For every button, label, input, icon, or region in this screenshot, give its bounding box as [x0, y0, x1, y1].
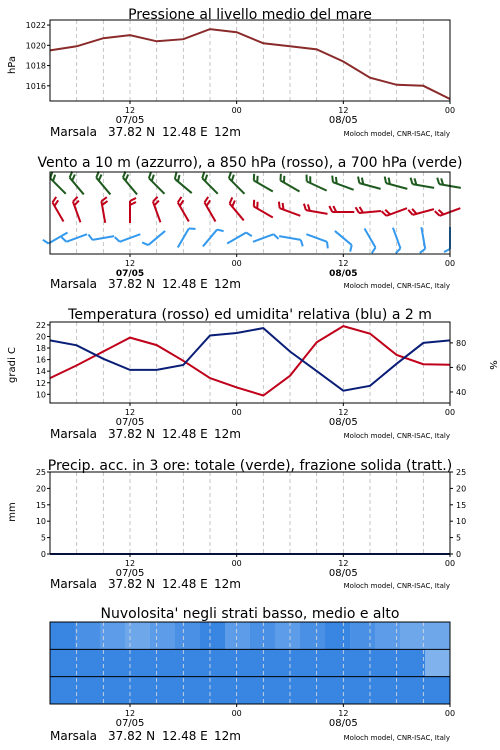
wind-barb-10-m: [331, 231, 354, 252]
clouds-panel: [50, 606, 455, 729]
y-tick-label: 40: [456, 387, 467, 397]
footer-text: Marsala: [50, 427, 97, 441]
cloud-cell: [200, 677, 226, 704]
precip-title: Precip. acc. in 3 ore: totale (verde), frazione solida (tratt.): [47, 458, 453, 474]
wind-barb-850-hPa: [152, 197, 166, 223]
humidity-ylabel: %: [487, 360, 498, 370]
cloud-cell: [50, 622, 76, 649]
wind-barb-850-hPa: [435, 203, 461, 217]
cloud-cell: [125, 649, 151, 676]
wind-barb-10-m: [359, 228, 377, 253]
date-label: 08/05: [328, 568, 358, 579]
x-tick-label: 00: [444, 106, 456, 115]
x-tick-label: 00: [444, 709, 456, 718]
wind-barb-850-hPa: [303, 204, 329, 214]
y-tick-label: 1022: [25, 21, 46, 31]
wind-title: Vento a 10 m (azzurro), a 850 hPa (rosso), a 700 hPa (verde): [37, 155, 463, 171]
footer-text: 12m: [214, 277, 241, 291]
wind-barb-850-hPa: [408, 203, 434, 215]
wind-barb-850-hPa: [176, 197, 194, 222]
panel-footer: [50, 729, 450, 743]
cloud-cell: [50, 677, 76, 704]
cloud-cell: [350, 622, 376, 649]
x-tick-label: 00: [231, 106, 242, 115]
wind-barb-700-hPa: [94, 171, 115, 194]
wind-barb-850-hPa: [101, 197, 111, 223]
cloud-cell: [225, 677, 251, 704]
cloud-cell: [100, 622, 126, 649]
cloud-cell: [250, 622, 276, 649]
footer-model: Moloch model, CNR-ISAC, Italy: [343, 734, 450, 742]
pressure-series-line: [50, 29, 450, 99]
cloud-cell: [425, 677, 451, 704]
x-tick-label: 00: [231, 559, 242, 568]
footer-text: Marsala: [50, 125, 97, 139]
footer-model: Moloch model, CNR-ISAC, Italy: [343, 282, 450, 290]
x-tick-label: 12: [338, 106, 349, 115]
footer-text: Marsala: [50, 277, 97, 291]
date-label: 07/05: [115, 417, 145, 428]
cloud-cell: [350, 649, 376, 676]
cloud-cell: [225, 649, 251, 676]
wind-barb-700-hPa: [383, 177, 409, 189]
pressure-ylabel: hPa: [7, 55, 18, 75]
cloud-cell: [325, 677, 351, 704]
y-tick-label: 20: [456, 484, 467, 494]
wind-barb-10-m: [142, 226, 165, 247]
footer-text: Marsala: [50, 577, 97, 591]
wind-barb-10-m: [278, 236, 304, 246]
wind-barb-850-hPa: [356, 205, 381, 213]
cloud-cell: [250, 649, 276, 676]
pressure-title: Pressione al livello medio del mare: [128, 7, 372, 23]
x-tick-label: 00: [231, 259, 242, 268]
footer-text: 12.48 E: [162, 277, 208, 291]
cloud-cell: [75, 622, 101, 649]
x-tick-label: 12: [338, 408, 349, 417]
panel-footer: [50, 277, 450, 291]
x-tick-label: 12: [338, 259, 349, 268]
footer-model: Moloch model, CNR-ISAC, Italy: [343, 130, 450, 138]
footer-model: Moloch model, CNR-ISAC, Italy: [343, 582, 450, 590]
x-tick-label: 12: [124, 408, 136, 417]
footer-text: 37.82 N: [108, 125, 156, 139]
footer-text: 12.48 E: [162, 427, 208, 441]
pressure-panel: [7, 7, 455, 126]
precip-ylabel: mm: [7, 502, 18, 522]
y-tick-label: 25: [456, 468, 467, 477]
footer-text: 37.82 N: [108, 277, 156, 291]
cloud-cell: [225, 622, 251, 649]
cloud-cell: [275, 622, 301, 649]
cloud-cell: [425, 649, 451, 676]
cloud-cell: [275, 649, 301, 676]
wind-barb-10-m: [61, 229, 87, 243]
y-tick-label: 25: [35, 468, 46, 477]
cloud-cell: [75, 677, 101, 704]
panel-footer: [50, 125, 450, 139]
cloud-cell: [400, 649, 426, 676]
wind-barb-10-m: [387, 228, 401, 254]
temperature-panel: [7, 307, 498, 428]
panel-footer: [50, 577, 450, 591]
y-tick-label: 1020: [25, 41, 46, 51]
x-tick-label: 00: [444, 559, 456, 568]
x-tick-label: 12: [124, 559, 136, 568]
pressure-plot-frame: [50, 20, 450, 101]
y-tick-label: 12: [35, 378, 46, 388]
y-tick-label: 18: [35, 344, 46, 354]
wind-barb-850-hPa: [381, 203, 407, 217]
wind-barb-700-hPa: [227, 172, 249, 194]
cloud-cell: [300, 677, 326, 704]
wind-panel: [37, 155, 462, 279]
wind-barb-850-hPa: [130, 198, 136, 223]
wind-barb-700-hPa: [436, 178, 462, 188]
wind-barb-10-m: [115, 229, 141, 243]
footer-text: 12.48 E: [162, 125, 208, 139]
wind-barb-850-hPa: [228, 197, 249, 220]
cloud-cell: [200, 622, 226, 649]
cloud-cell: [100, 677, 126, 704]
y-tick-label: 20: [35, 484, 46, 494]
x-tick-label: 00: [231, 408, 242, 417]
footer-text: 12m: [214, 125, 241, 139]
y-tick-label: 15: [456, 500, 467, 510]
cloud-cell: [400, 622, 426, 649]
cloud-cell: [125, 677, 151, 704]
cloud-cell: [150, 622, 176, 649]
cloud-cell: [175, 649, 201, 676]
cloud-cell: [125, 622, 151, 649]
y-tick-label: 0: [456, 550, 462, 559]
wind-barb-10-m: [203, 227, 224, 250]
y-tick-label: 0: [40, 550, 46, 559]
cloud-cell: [325, 622, 351, 649]
cloud-cell: [275, 677, 301, 704]
cloud-cell: [150, 649, 176, 676]
footer-text: 12.48 E: [162, 729, 208, 743]
y-tick-label: 10: [456, 517, 467, 527]
cloud-cell: [300, 622, 326, 649]
x-tick-label: 12: [338, 559, 349, 568]
panel-footer: [50, 427, 450, 441]
series-line-humidity: [50, 328, 450, 391]
temperature-title: Temperatura (rosso) ed umidita' relativa (blu) a 2 m: [68, 307, 432, 323]
x-tick-label: 12: [124, 259, 136, 268]
wind-barb-10-m: [253, 233, 279, 247]
y-tick-label: 16: [35, 355, 46, 365]
x-tick-label: 12: [124, 709, 136, 718]
cloud-cell: [200, 649, 226, 676]
date-label: 08/05: [328, 417, 358, 428]
wind-barb-700-hPa: [147, 172, 169, 194]
wind-barb-850-hPa: [72, 197, 86, 223]
date-label: 08/05: [329, 269, 358, 279]
wind-barb-700-hPa: [330, 176, 356, 190]
y-tick-label: 15: [35, 500, 46, 510]
cloud-cell: [300, 649, 326, 676]
footer-text: 12m: [214, 577, 241, 591]
y-tick-label: 10: [35, 517, 46, 527]
y-tick-label: 80: [456, 338, 467, 348]
date-label: 08/05: [328, 115, 358, 126]
precip-panel: [7, 458, 466, 579]
footer-text: 12m: [214, 427, 241, 441]
date-label: 07/05: [115, 269, 145, 279]
date-label: 07/05: [115, 115, 145, 126]
cloud-cell: [350, 677, 376, 704]
y-tick-label: 10: [35, 390, 46, 400]
footer-text: Marsala: [50, 729, 97, 743]
wind-barb-700-hPa: [200, 172, 222, 194]
wind-barb-700-hPa: [410, 178, 436, 188]
date-label: 07/05: [115, 718, 145, 729]
wind-barb-10-m: [43, 227, 68, 245]
y-tick-label: 22: [35, 320, 46, 330]
footer-text: 37.82 N: [108, 729, 156, 743]
cloud-cell: [75, 649, 101, 676]
cloud-cell: [175, 677, 201, 704]
wind-barb-10-m: [415, 227, 425, 253]
cloud-cell: [150, 677, 176, 704]
cloud-cell: [325, 649, 351, 676]
wind-barb-700-hPa: [356, 177, 382, 189]
wind-barb-10-m: [444, 227, 450, 252]
cloud-cell: [250, 677, 276, 704]
wind-barb-850-hPa: [51, 197, 69, 222]
y-tick-label: 5: [40, 533, 46, 543]
footer-text: 12.48 E: [162, 577, 208, 591]
y-tick-label: 20: [35, 332, 46, 342]
footer-text: 37.82 N: [108, 427, 156, 441]
wind-barb-10-m: [88, 230, 114, 240]
cloud-cell: [175, 622, 201, 649]
x-tick-label: 00: [231, 709, 242, 718]
y-tick-label: 60: [456, 363, 467, 373]
wind-barb-10-m: [304, 234, 330, 248]
cloud-cell: [400, 677, 426, 704]
x-tick-label: 00: [444, 408, 456, 417]
precip-plot-frame: [50, 472, 450, 554]
wind-barb-700-hPa: [68, 171, 89, 194]
cloud-cell: [50, 649, 76, 676]
cloud-cell: [100, 649, 126, 676]
wind-barb-850-hPa: [203, 197, 221, 222]
x-tick-label: 00: [444, 259, 456, 268]
wind-barb-10-m: [178, 226, 196, 251]
wind-barb-700-hPa: [48, 172, 70, 194]
wind-barb-700-hPa: [173, 172, 196, 193]
cloud-cell: [425, 622, 451, 649]
clouds-title: Nuvolosita' negli strati basso, medio e alto: [100, 606, 400, 622]
wind-barb-850-hPa: [329, 206, 354, 212]
date-label: 07/05: [115, 568, 145, 579]
x-tick-label: 12: [338, 709, 349, 718]
y-tick-label: 5: [456, 533, 462, 543]
x-tick-label: 12: [124, 106, 136, 115]
y-tick-label: 14: [35, 367, 46, 377]
date-label: 08/05: [328, 718, 358, 729]
wind-barb-10-m: [227, 231, 252, 249]
wind-barb-700-hPa: [121, 171, 142, 194]
temperature-ylabel: gradi C: [7, 347, 18, 383]
y-tick-label: 1016: [25, 81, 46, 91]
footer-text: 37.82 N: [108, 577, 156, 591]
y-tick-label: 1018: [25, 61, 46, 71]
footer-model: Moloch model, CNR-ISAC, Italy: [343, 432, 450, 440]
footer-text: 12m: [214, 729, 241, 743]
